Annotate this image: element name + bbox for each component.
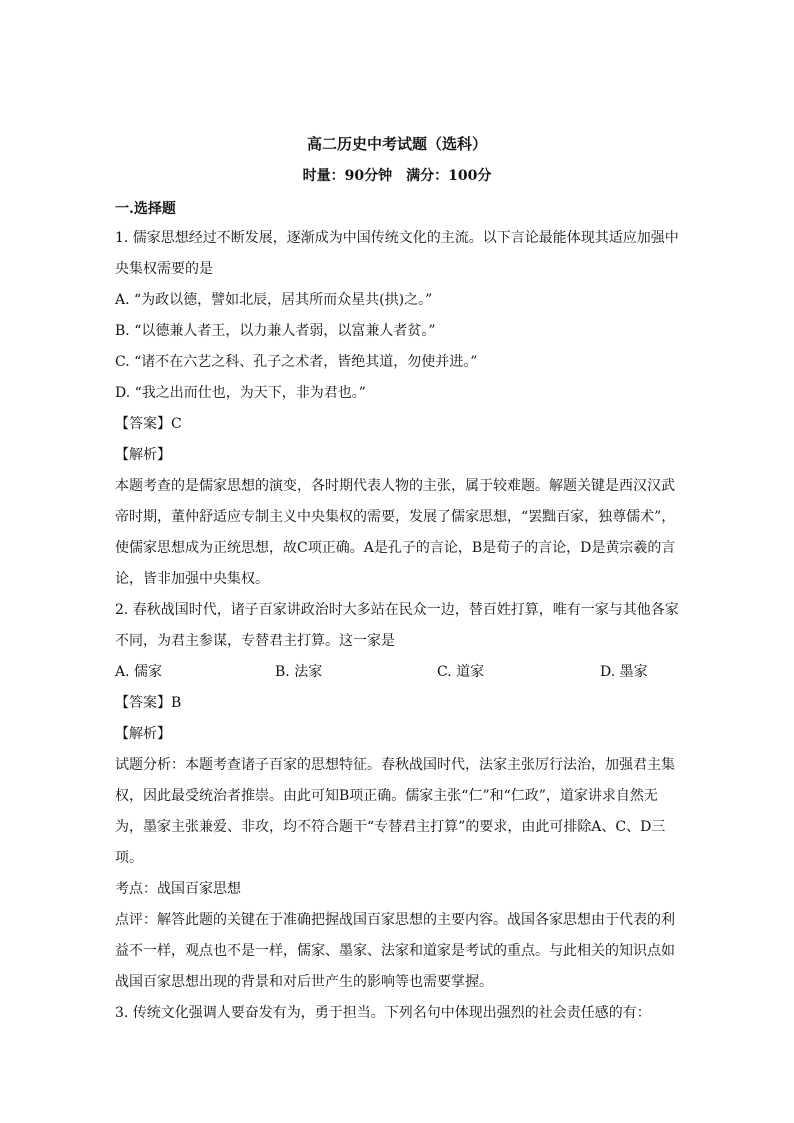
q2-analysis-label: 【解析】 xyxy=(115,726,171,742)
q2-kaodian: 考点：战国百家思想 xyxy=(115,881,241,897)
q1-option-d: D. “我之出而仕也，为天下，非为君也。” xyxy=(115,385,366,401)
q2-stem-line: 2. 春秋战国时代，诸子百家讲政治时大多站在民众一边，替百姓打算，唯有一家与其他各家 xyxy=(115,602,679,618)
q1-answer: 【答案】C xyxy=(115,416,182,432)
q2-analysis-line: 权，因此最受统治者推崇。由此可知B项正确。儒家主张“仁”和“仁政”，道家讲求自然无 xyxy=(115,788,658,804)
q1-option-c: C. “诸不在六艺之科、孔子之术者，皆绝其道，勿使并进。” xyxy=(115,354,478,370)
q2-option-a: A. 儒家 xyxy=(115,664,163,680)
q2-dianping-line: 益不一样，观点也不是一样，儒家、墨家、法家和道家是考试的重点。与此相关的知识点如 xyxy=(115,943,675,959)
q2-dianping-line: 点评：解答此题的关键在于准确把握战国百家思想的主要内容。战国各家思想由于代表的利 xyxy=(115,912,675,928)
q1-stem-line: 1. 儒家思想经过不断发展，逐渐成为中国传统文化的主流。以下言论最能体现其适应加强中 xyxy=(115,230,679,246)
page-title: 高二历史中考试题（选科） xyxy=(306,135,487,153)
q2-option-b: B. 法家 xyxy=(275,664,323,680)
q1-analysis-line: 帝时期，董仲舒适应专制主义中央集权的需要，发展了儒家思想，“罢黜百家，独尊儒术”， xyxy=(115,509,676,525)
exam-info: 时量：90分钟 满分：100分 xyxy=(302,168,492,184)
q1-analysis-line: 本题考查的是儒家思想的演变，各时期代表人物的主张，属于较难题。解题关键是西汉汉武 xyxy=(115,478,675,494)
section-heading: 一.选择题 xyxy=(115,201,176,217)
q2-analysis-line: 试题分析：本题考查诸子百家的思想特征。春秋战国时代，法家主张厉行法治，加强君主集 xyxy=(115,757,675,773)
q1-option-b: B. “以德兼人者王，以力兼人者弱，以富兼人者贫。” xyxy=(115,323,436,339)
q2-option-c: C. 道家 xyxy=(437,664,485,680)
q2-analysis-line: 项。 xyxy=(115,850,143,866)
q1-analysis-label: 【解析】 xyxy=(115,447,171,463)
q2-answer: 【答案】B xyxy=(115,695,182,711)
q2-option-d: D. 墨家 xyxy=(600,664,648,680)
questions-body xyxy=(115,228,680,1034)
q2-options-row xyxy=(115,662,680,693)
q1-stem-line: 央集权需要的是 xyxy=(115,261,213,277)
q2-dianping-line: 战国百家思想出现的背景和对后世产生的影响等也需要掌握。 xyxy=(115,974,493,990)
q1-analysis-line: 论，皆非加强中央集权。 xyxy=(115,571,269,587)
q1-option-a: A. “为政以德，譬如北辰，居其所而众星共(拱)之。” xyxy=(115,292,433,308)
q1-analysis-line: 使儒家思想成为正统思想，故C项正确。A是孔子的言论，B是荀子的言论，D是黄宗羲的言 xyxy=(115,540,676,556)
q2-stem-line: 不同，为君主参谋，专替君主打算。这一家是 xyxy=(115,633,395,649)
q3-stem-line: 3. 传统文化强调人要奋发有为，勇于担当。下列名句中体现出强烈的社会责任感的有： xyxy=(115,1005,651,1021)
q2-analysis-line: 为，墨家主张兼爱、非攻，均不符合题干“专替君主打算”的要求，由此可排除A、C、D三 xyxy=(115,819,666,835)
